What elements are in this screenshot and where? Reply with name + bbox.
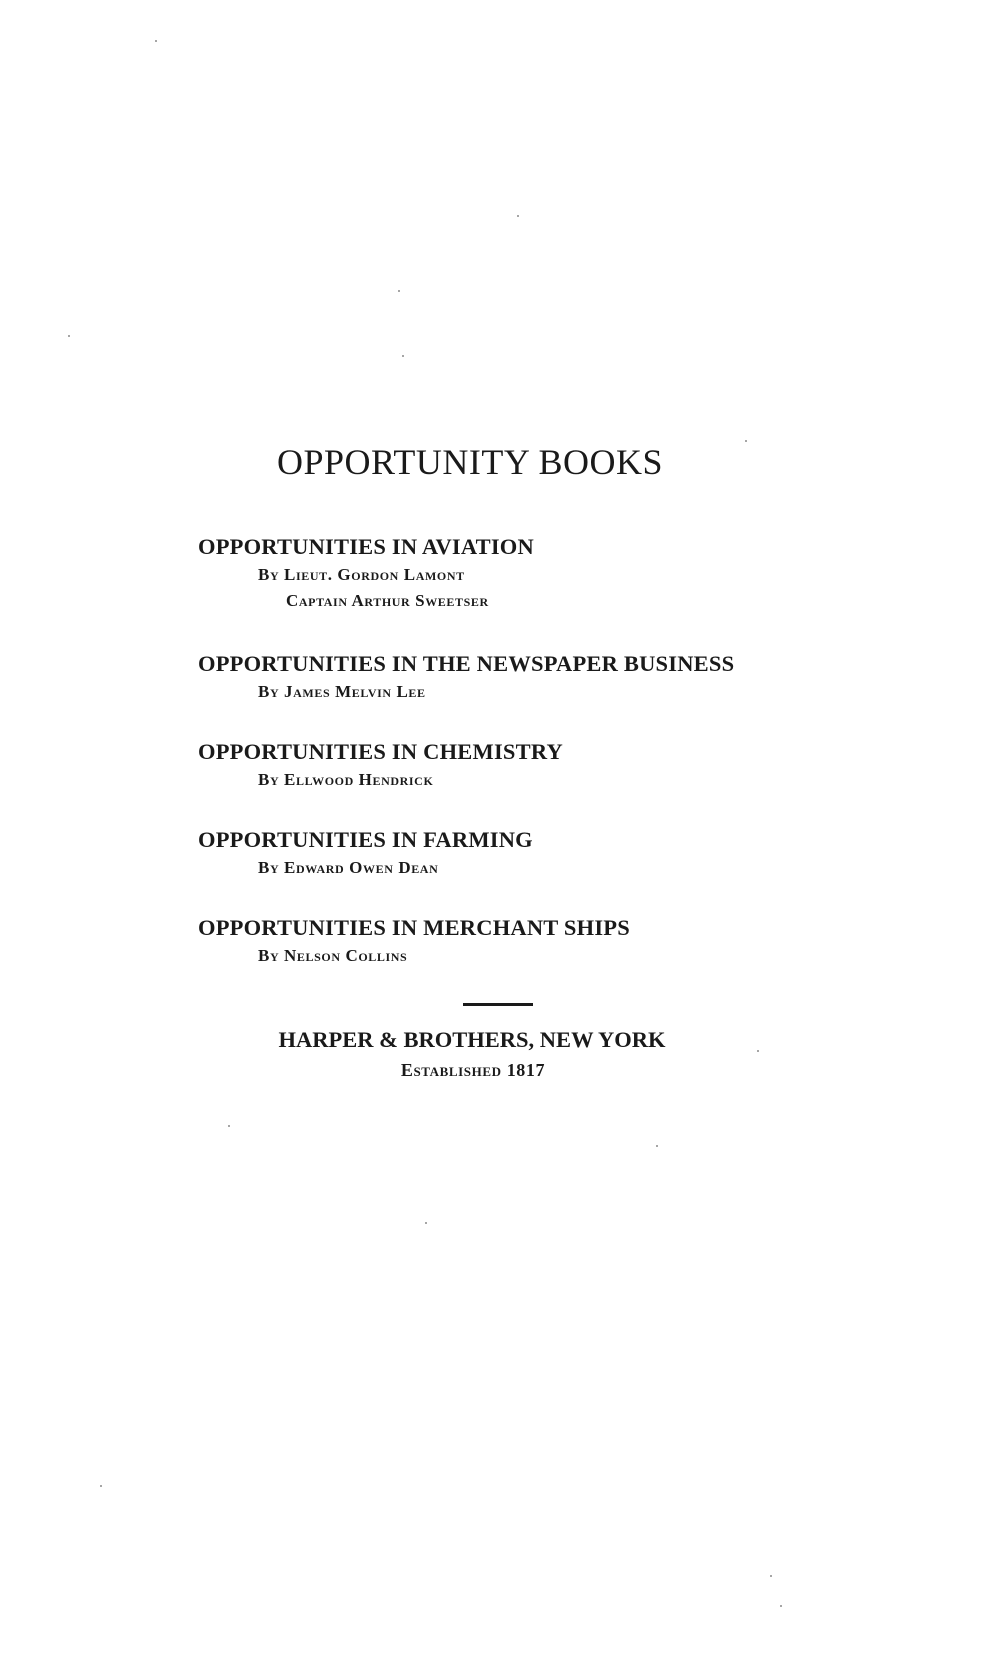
scan-speck bbox=[155, 40, 157, 42]
book-title: OPPORTUNITIES IN THE NEWSPAPER BUSINESS bbox=[198, 651, 735, 676]
book-entry-newspaper bbox=[198, 649, 734, 705]
divider-rule bbox=[463, 1003, 533, 1006]
scan-speck bbox=[398, 290, 400, 292]
scan-speck bbox=[517, 215, 519, 217]
book-author: By James Melvin Lee bbox=[258, 682, 426, 701]
scan-speck bbox=[228, 1125, 230, 1127]
publisher-line bbox=[0, 1025, 1000, 1055]
scan-speck bbox=[780, 1605, 782, 1607]
book-author: By Edward Owen Dean bbox=[258, 858, 439, 877]
scan-speck bbox=[770, 1575, 772, 1577]
scan-speck bbox=[757, 1050, 759, 1052]
book-author: By Lieut. Gordon Lamont bbox=[258, 565, 465, 584]
book-entry-farming bbox=[198, 825, 533, 881]
book-entry-aviation bbox=[198, 532, 534, 614]
book-author: By Nelson Collins bbox=[258, 946, 408, 965]
book-title: OPPORTUNITIES IN FARMING bbox=[198, 827, 533, 852]
book-title: OPPORTUNITIES IN CHEMISTRY bbox=[198, 739, 563, 764]
scan-speck bbox=[425, 1222, 427, 1224]
scan-speck bbox=[100, 1485, 102, 1487]
book-title: OPPORTUNITIES IN AVIATION bbox=[198, 534, 534, 559]
publisher-established bbox=[0, 1057, 1000, 1083]
page-title: OPPORTUNITY BOOKS bbox=[276, 442, 664, 482]
scan-speck bbox=[745, 440, 747, 442]
book-title: OPPORTUNITIES IN MERCHANT SHIPS bbox=[198, 915, 630, 940]
book-author: By Ellwood Hendrick bbox=[258, 770, 434, 789]
book-entry-merchant-ships bbox=[198, 913, 630, 969]
publisher-name: HARPER & BROTHERS, NEW YORK bbox=[278, 1027, 666, 1052]
scan-speck bbox=[656, 1145, 658, 1147]
scan-speck bbox=[402, 355, 404, 357]
established-text: Established 1817 bbox=[400, 1060, 546, 1080]
book-entry-chemistry bbox=[198, 737, 563, 793]
book-author-second: Captain Arthur Sweetser bbox=[286, 591, 489, 610]
scan-speck bbox=[68, 335, 70, 337]
